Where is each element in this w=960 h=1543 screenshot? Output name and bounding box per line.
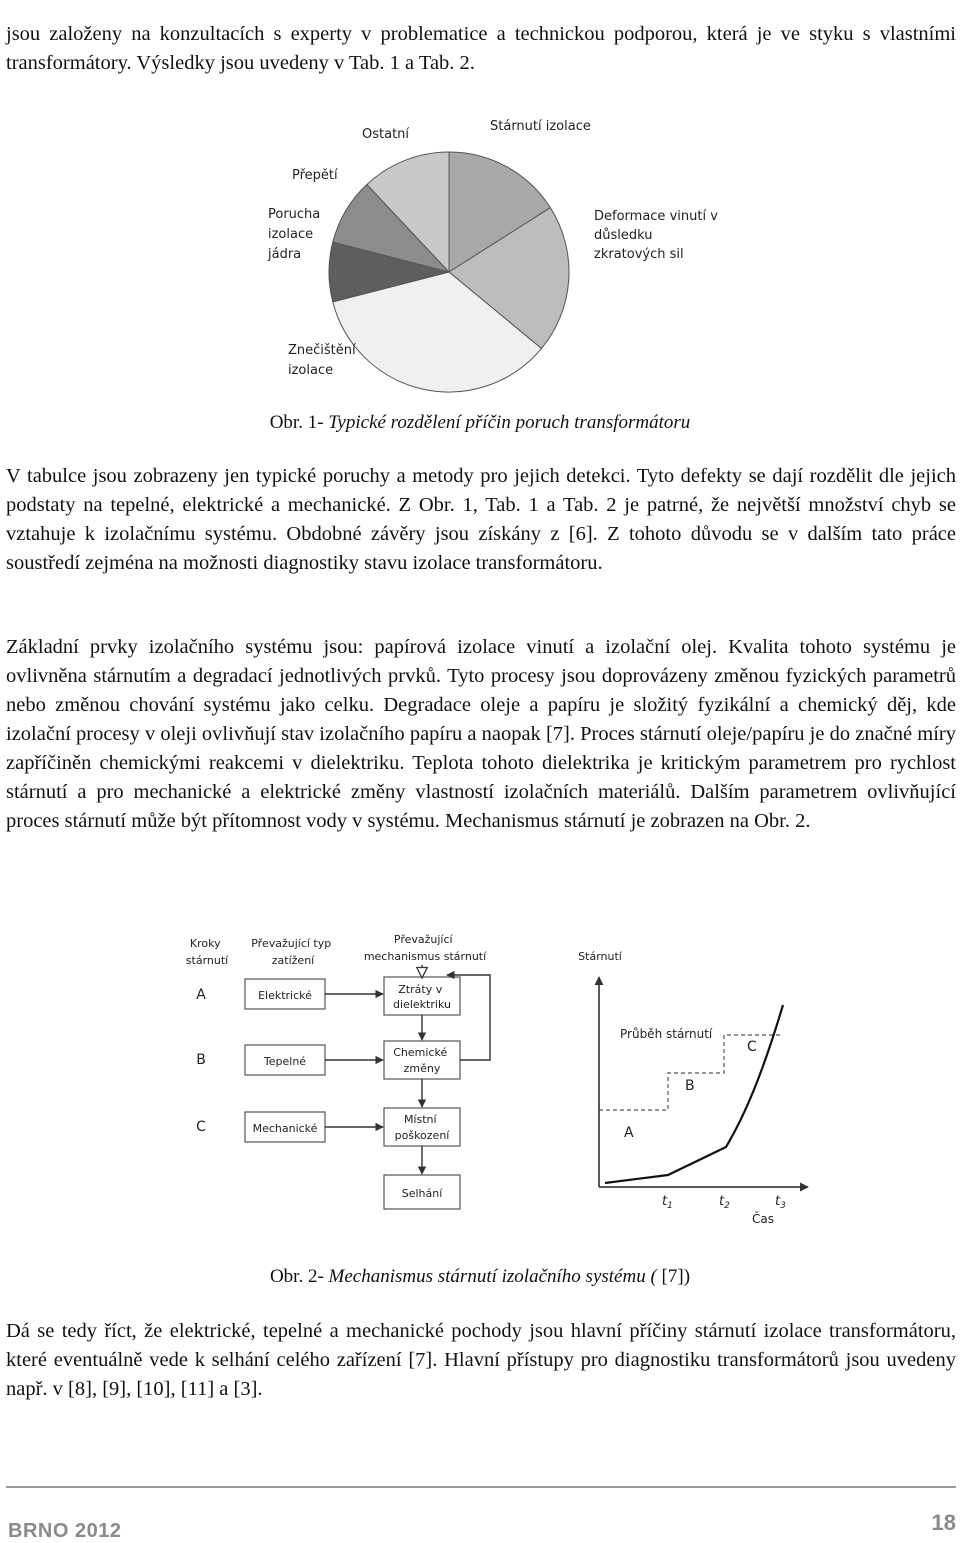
pie-chart bbox=[329, 152, 569, 392]
pie-label-starnuti: Stárnutí izolace bbox=[490, 119, 591, 134]
header-mechanism: Převažující mechanismus stárnutí bbox=[363, 933, 487, 963]
load-box-electric bbox=[245, 979, 325, 1009]
mechanism-box-dielectric-loss bbox=[384, 977, 460, 1015]
pie-label-prepeti: Přepětí bbox=[292, 168, 338, 183]
mechanism-box-failure bbox=[384, 1175, 460, 1209]
load-label-mechanical: Mechanické bbox=[252, 1122, 318, 1135]
header-load-type: Převažující typ zatížení bbox=[251, 937, 332, 967]
figure2-caption-suffix: [7]) bbox=[661, 1266, 691, 1287]
header-aging: Stárnutí bbox=[578, 950, 622, 963]
pie-label-deformace: Deformace vinutí v důsledku zkratových sil bbox=[594, 209, 718, 262]
figure1-caption-text: Typické rozdělení příčin poruch transformátoru bbox=[328, 412, 691, 433]
footer-divider bbox=[6, 1486, 956, 1488]
tick-t3: $t_3$ bbox=[775, 1194, 786, 1211]
svg-text:Místní poškození: Místní poškození bbox=[394, 1113, 450, 1142]
pie-label-ostatni: Ostatní bbox=[362, 127, 410, 142]
figure2-caption-italic: Mechanismus stárnutí izolačního systému ( bbox=[328, 1266, 662, 1287]
aging-graph bbox=[599, 977, 808, 1226]
svg-text:Selhání: Selhání bbox=[401, 1187, 443, 1200]
paragraph-intro: jsou založeny na konzultacích s experty v problematice a technickou podporou, která je ve styku s vlastními transformátory. Výsledky jsou uvedeny v Tab. 1 a Tab. 2. bbox=[6, 23, 956, 74]
aging-graph-label: Průběh stárnutí bbox=[620, 1027, 713, 1041]
load-label-thermal: Tepelné bbox=[263, 1055, 307, 1068]
footer-location-year: BRNO 2012 bbox=[8, 1520, 122, 1542]
load-label-electric: Elektrické bbox=[258, 989, 312, 1002]
paragraph-conclusion: Dá se tedy říct, že elektrické, tepelné a mechanické pochody jsou hlavní příčiny stárnutí izolace transformátoru, které eventuálně vede k selhání celého zařízení [7]. Hlavní přístupy pro diagnostiku transformátorů jsou uvedeny např. v [8], [9], [10], [11] a [3]. bbox=[6, 1320, 956, 1400]
page-number: 18 bbox=[931, 1510, 956, 1535]
tick-t2: $t_2$ bbox=[719, 1194, 730, 1211]
pie-chart-figure bbox=[0, 100, 960, 400]
region-b: B bbox=[685, 1078, 695, 1094]
pie-label-porucha-jadra: Porucha izolace jádra bbox=[268, 207, 321, 262]
step-c: C bbox=[196, 1119, 206, 1135]
region-c: C bbox=[747, 1039, 757, 1055]
svg-text:Chemické změny: Chemické změny bbox=[393, 1046, 448, 1075]
mechanism-box-local-damage bbox=[384, 1108, 460, 1146]
mechanism-box-chemical-changes bbox=[384, 1041, 460, 1079]
step-a: A bbox=[196, 987, 206, 1003]
svg-text:Ztráty v dielektriku: Ztráty v dielektriku bbox=[393, 983, 451, 1011]
figure2-caption-prefix: Obr. 2- bbox=[269, 1266, 329, 1287]
aging-graph-xlabel: Čas bbox=[752, 1212, 774, 1226]
step-b: B bbox=[196, 1052, 206, 1068]
header-steps: Kroky stárnutí bbox=[185, 937, 229, 967]
tick-t1: $t_1$ bbox=[662, 1194, 673, 1211]
paragraph-insulation: Základní prvky izolačního systému jsou: papírová izolace vinutí a izolační olej. Kvalita tohoto systému je ovlivněna stárnutím a degradací jednotlivých prvků. Tyto procesy jsou doprovázeny změnou fyzických parametrů nebo změnou chování systému jako celku. Degradace oleje a papíru je složitý fyzikální a chemický děj, kde izolační procesy v oleji ovlivňují stav izolačního papíru a naopak [7]. Proces stárnutí oleje/papíru je do značné míry zapříčiněn chemickými reakcemi v dielektriku. Teplota tohoto dielektrika je kritickým parametrem pro rychlost stárnutí a pro mechanické a elektrické změny vlastností izolačních materiálů. Dalším parametrem ovlivňující proces stárnutí může být přítomnost vody v systému. Mechanismus stárnutí je zobrazen na Obr. 2. bbox=[6, 636, 956, 832]
figure1-caption-prefix: Obr. 1- bbox=[269, 412, 329, 433]
figure1-caption bbox=[0, 411, 960, 435]
load-box-thermal bbox=[245, 1045, 325, 1075]
pie-label-znecisteni: Znečištění izolace bbox=[288, 343, 356, 378]
figure2-caption bbox=[0, 1265, 960, 1289]
aging-mechanism-figure bbox=[0, 925, 960, 1235]
paragraph-defects: V tabulce jsou zobrazeny jen typické poruchy a metody pro jejich detekci. Tyto defekty se dají rozdělit dle jejich podstaty na tepelné, elektrické a mechanické. Z Obr. 1, Tab. 1 a Tab. 2 je patrné, že největší množství chyb se vztahuje k izolačnímu systému. Obdobné závěry jsou získány z [6]. Z tohoto důvodu se v dalším tato práce soustředí zejména na možnosti diagnostiky stavu izolace transformátoru. bbox=[6, 465, 956, 574]
region-a: A bbox=[624, 1125, 634, 1141]
load-box-mechanical bbox=[245, 1112, 325, 1142]
